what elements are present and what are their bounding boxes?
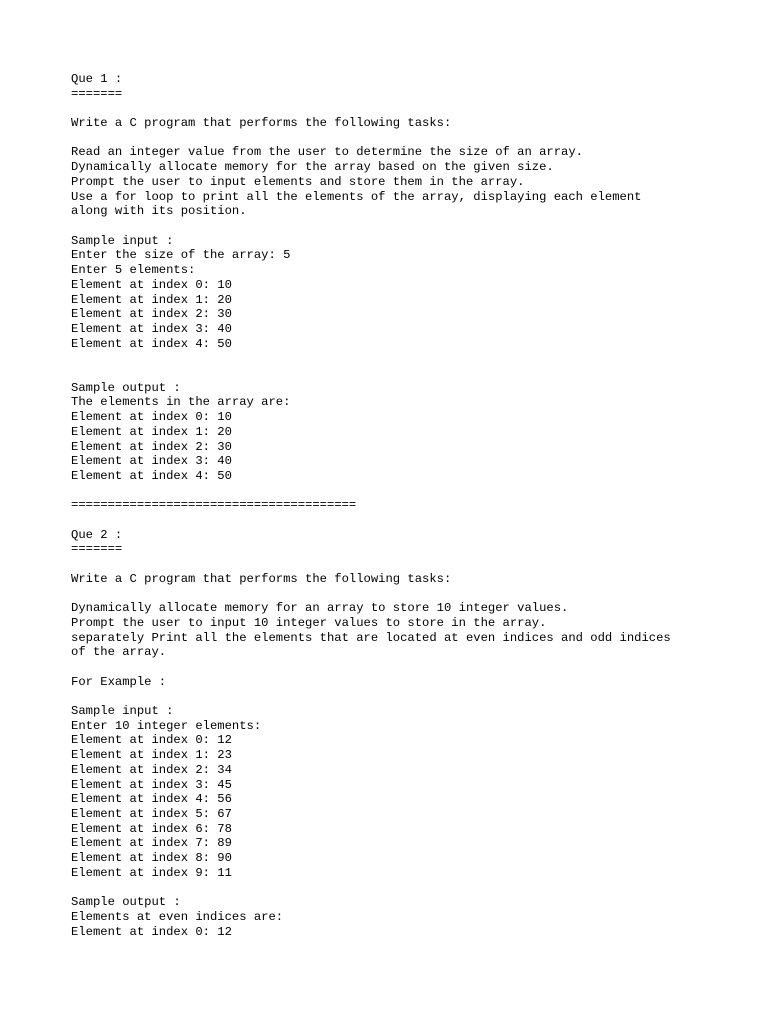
task-step: Prompt the user to input 10 integer values to store in the array.	[71, 615, 547, 630]
task-step: Prompt the user to input elements and store them in the array.	[71, 174, 525, 189]
sample-line: The elements in the array are:	[71, 395, 291, 410]
sample-line: Enter the size of the array: 5	[71, 248, 291, 263]
blank-line	[71, 881, 751, 896]
task-step: Read an integer value from the user to determine the size of an array.	[71, 145, 583, 160]
blank-line	[71, 689, 751, 704]
sample-input-heading: Sample input :	[71, 233, 174, 248]
sample-line: Element at index 0: 12	[71, 733, 232, 748]
section-divider: =======================================	[71, 498, 357, 513]
heading-underline: =======	[71, 86, 123, 101]
sample-line: Element at index 6: 78	[71, 821, 232, 836]
sample-line: Element at index 5: 67	[71, 806, 232, 821]
task-intro: Write a C program that performs the following tasks:	[71, 116, 452, 131]
task-step: Use a for loop to print all the elements of the array, displaying each element	[71, 189, 642, 204]
sample-input-heading: Sample input :	[71, 704, 174, 719]
task-intro: Write a C program that performs the following tasks:	[71, 571, 452, 586]
sample-line: Elements at even indices are:	[71, 909, 284, 924]
blank-line	[71, 366, 751, 381]
document-page	[71, 72, 751, 939]
sample-line: Element at index 8: 90	[71, 851, 232, 866]
task-step: Dynamically allocate memory for an array to store 10 integer values.	[71, 601, 569, 616]
sample-line: Element at index 2: 30	[71, 439, 232, 454]
sample-line: Element at index 3: 45	[71, 777, 232, 792]
sample-line: Element at index 9: 11	[71, 865, 232, 880]
blank-line	[71, 586, 751, 601]
question-1-heading: Que 1 :	[71, 72, 123, 86]
blank-line	[71, 660, 751, 675]
sample-line: Enter 5 elements:	[71, 263, 196, 278]
sample-line: Element at index 4: 50	[71, 468, 232, 483]
sample-line: Element at index 4: 50	[71, 336, 232, 351]
blank-line	[71, 101, 751, 116]
question-2-heading: Que 2 :	[71, 527, 123, 542]
task-step: Dynamically allocate memory for the array based on the given size.	[71, 160, 554, 175]
sample-line: Element at index 0: 10	[71, 410, 232, 425]
blank-line	[71, 219, 751, 234]
sample-line: Element at index 7: 89	[71, 836, 232, 851]
blank-line	[71, 351, 751, 366]
sample-line: Element at index 3: 40	[71, 454, 232, 469]
sample-line: Element at index 1: 20	[71, 292, 232, 307]
blank-line	[71, 484, 751, 499]
sample-line: Element at index 0: 12	[71, 924, 232, 939]
sample-line: Element at index 0: 10	[71, 277, 232, 292]
sample-line: Enter 10 integer elements:	[71, 718, 262, 733]
sample-line: Element at index 1: 23	[71, 748, 232, 763]
blank-line	[71, 557, 751, 572]
sample-output-heading: Sample output :	[71, 895, 181, 910]
sample-line: Element at index 3: 40	[71, 321, 232, 336]
blank-line	[71, 131, 751, 146]
task-step: separately Print all the elements that are located at even indices and odd indices	[71, 630, 671, 645]
task-step: of the array.	[71, 645, 167, 660]
sample-line: Element at index 4: 56	[71, 792, 232, 807]
sample-line: Element at index 2: 34	[71, 762, 232, 777]
sample-line: Element at index 2: 30	[71, 307, 232, 322]
heading-underline: =======	[71, 542, 123, 557]
blank-line	[71, 513, 751, 528]
example-heading: For Example :	[71, 674, 167, 689]
task-step: along with its position.	[71, 204, 247, 219]
sample-line: Element at index 1: 20	[71, 424, 232, 439]
sample-output-heading: Sample output :	[71, 380, 181, 395]
